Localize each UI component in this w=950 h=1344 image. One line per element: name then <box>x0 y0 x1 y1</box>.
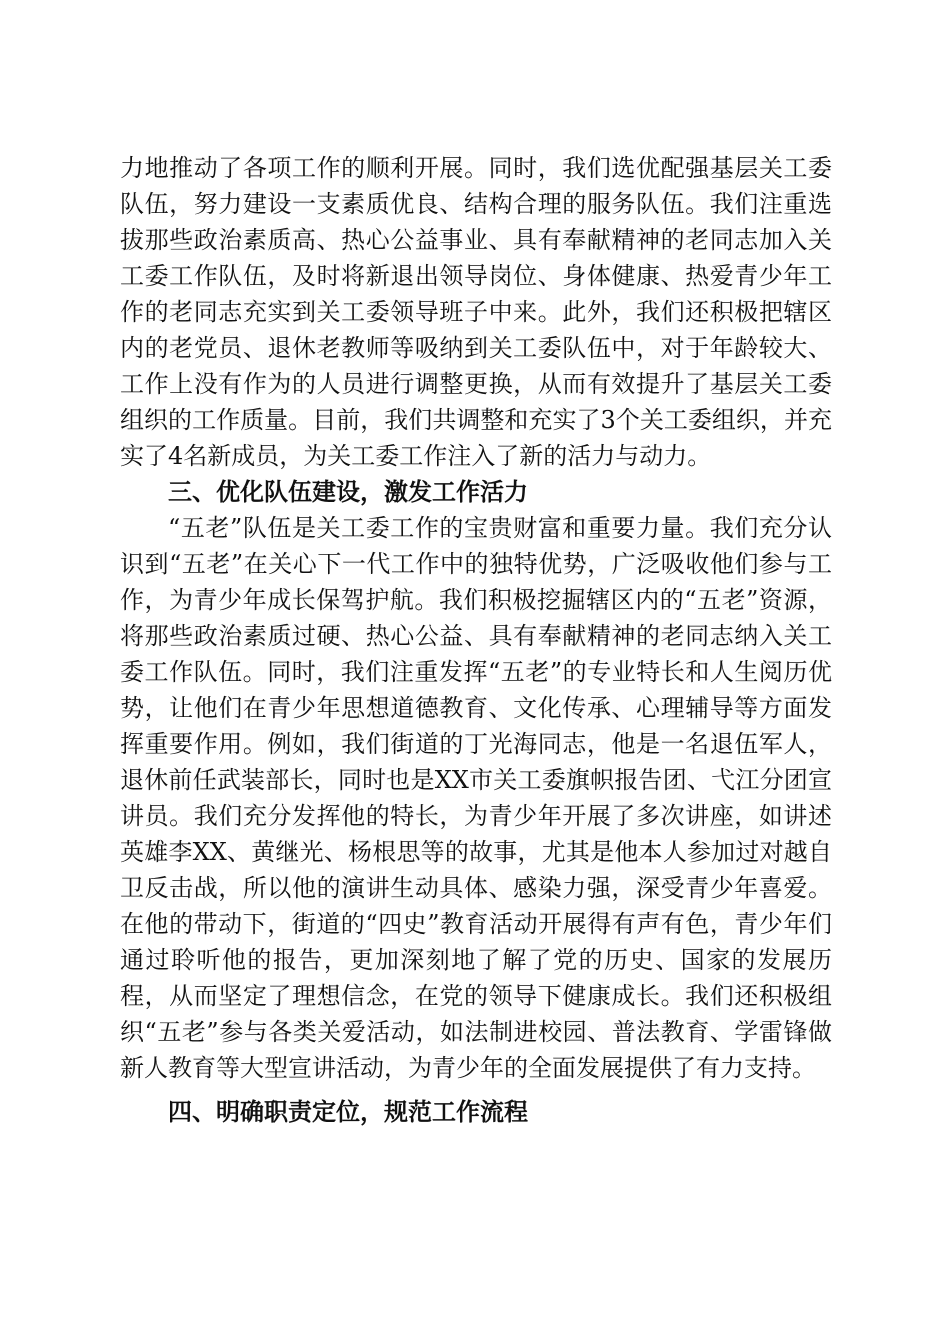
section-heading-3: 三、优化队伍建设，激发工作活力 <box>168 478 528 506</box>
paragraph-continuation: 力地推动了各项工作的顺利开展。同时，我们选优配强基层关工委队伍，努力建设一支素质优良、结构合理的服务队伍。我们注重选拔那些政治素质高、热心公益事业、具有奉献精神的老同志加入关工委工作队伍，及时将新退出领导岗位、身体健康、热爱青少年工作的老同志充实到关工委领导班子中来。此外，我们还积极把辖区内的老党员、退休老教师等吸纳到关工委队伍中，对于年龄较大、工作上没有作为的人员进行调整更换，从而有效提升了基层关工委组织的工作质量。目前，我们共调整和充实了3个关工委组织，并充实了4名新成员，为关工委工作注入了新的活力与动力。 <box>120 154 832 470</box>
section-heading-4: 四、明确职责定位，规范工作流程 <box>168 1098 528 1126</box>
paragraph-wulao: “五老”队伍是关工委工作的宝贵财富和重要力量。我们充分认识到“五老”在关心下一代工作中的独特优势，广泛吸收他们参与工作，为青少年成长保驾护航。我们积极挖掘辖区内的“五老”资源，将那些政治素质过硬、热心公益、具有奉献精神的老同志纳入关工委工作队伍。同时，我们注重发挥“五老”的专业特长和人生阅历优势，让他们在青少年思想道德教育、文化传承、心理辅导等方面发挥重要作用。例如，我们街道的丁光海同志，他是一名退伍军人，退休前任武装部长，同时也是XX市关工委旗帜报告团、弋江分团宣讲员。我们充分发挥他的特长，为青少年开展了多次讲座，如讲述英雄李XX、黄继光、杨根思等的故事，尤其是他本人参加过对越自卫反击战，所以他的演讲生动具体、感染力强，深受青少年喜爱。在他的带动下，街道的“四史”教育活动开展得有声有色，青少年们通过聆听他的报告，更加深刻地了解了党的历史、国家的发展历程，从而坚定了理想信念，在党的领导下健康成长。我们还积极组织“五老”参与各类关爱活动，如法制进校园、普法教育、学雷锋做新人教育等大型宣讲活动，为青少年的全面发展提供了有力支持。 <box>120 514 832 1082</box>
document-body <box>120 150 832 1130</box>
